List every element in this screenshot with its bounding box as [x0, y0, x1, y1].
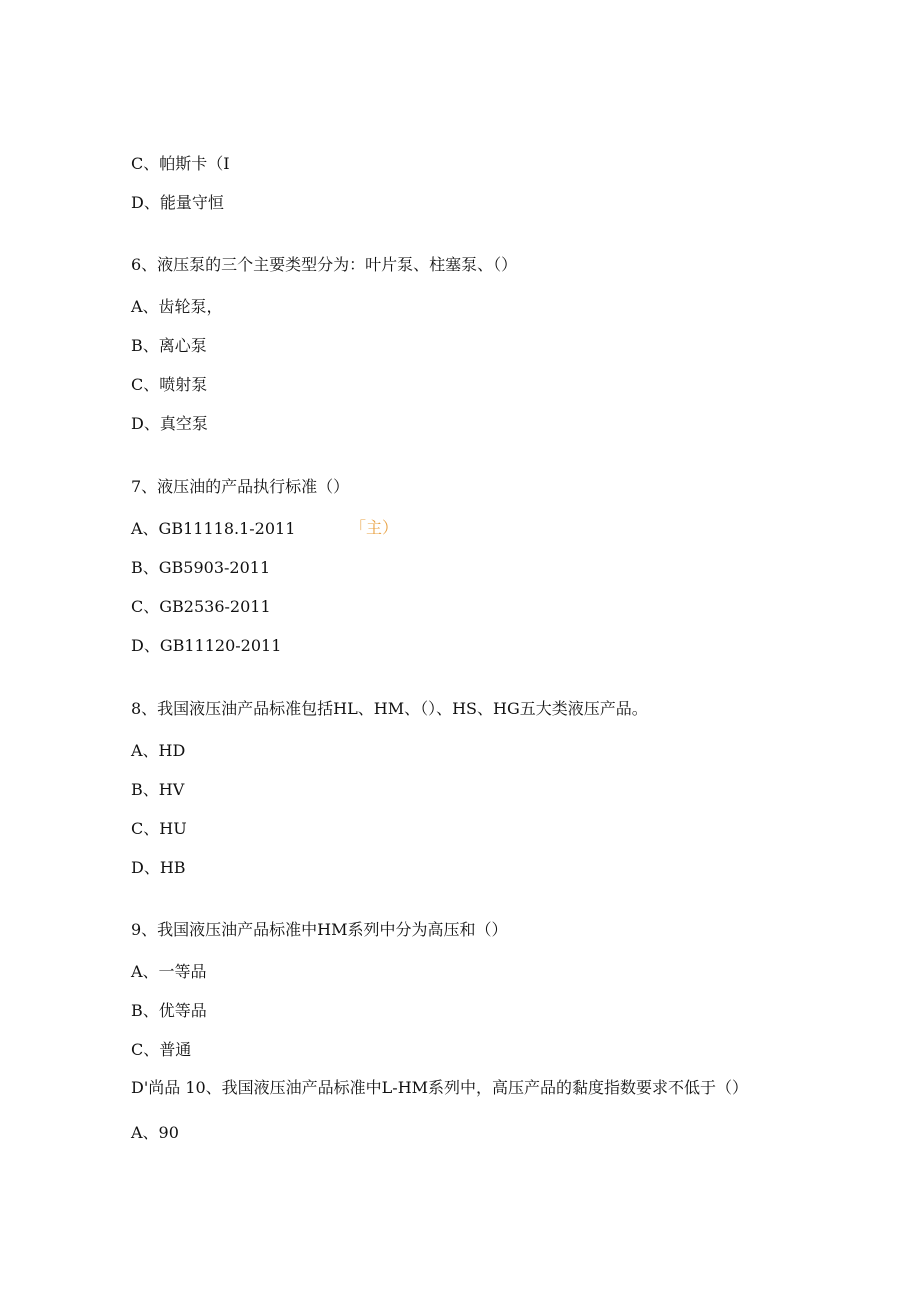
q6-option-c: C、喷射泵	[131, 375, 208, 394]
q9-option-c: C、普通	[131, 1040, 192, 1059]
q8-option-c: C、HU	[131, 819, 187, 838]
option-d-energy-conservation: D、能量守恒	[131, 193, 224, 212]
q6-option-a: A、齿轮泵，	[131, 297, 223, 316]
question-7: 7、液压油的产品执行标准（）	[131, 477, 350, 496]
option-c-pascal: C、帕斯卡（I	[131, 154, 230, 173]
q10-option-a: A、90	[131, 1123, 179, 1142]
q6-option-b: B、离心泵	[131, 336, 207, 355]
q9-option-a: A、一等品	[131, 962, 207, 981]
q7-option-d: D、GB11120-2011	[131, 636, 282, 655]
q8-option-a: A、HD	[131, 741, 186, 760]
q8-option-d: D、HB	[131, 858, 186, 877]
question-8: 8、我国液压油产品标准包括HL、HM、（）、HS、HG五大类液压产品。	[131, 699, 648, 718]
q9-option-b: B、优等品	[131, 1001, 207, 1020]
q7-option-b: B、GB5903-2011	[131, 558, 271, 577]
question-6: 6、液压泵的三个主要类型分为：叶片泵、柱塞泵、（）	[131, 255, 518, 274]
q9-option-d-and-question-10: D'尚品 10、我国液压油产品标准中L-HM系列中，高压产品的黏度指数要求不低于（）	[131, 1078, 749, 1097]
question-9: 9、我国液压油产品标准中HM系列中分为高压和（）	[131, 920, 508, 939]
q6-option-d: D、真空泵	[131, 414, 208, 433]
q7-option-c: C、GB2536-2011	[131, 597, 271, 616]
q8-option-b: B、HV	[131, 780, 185, 799]
handwritten-annotation: 「主）	[350, 518, 399, 537]
q7-option-a: A、GB11118.1-2011	[131, 519, 296, 538]
